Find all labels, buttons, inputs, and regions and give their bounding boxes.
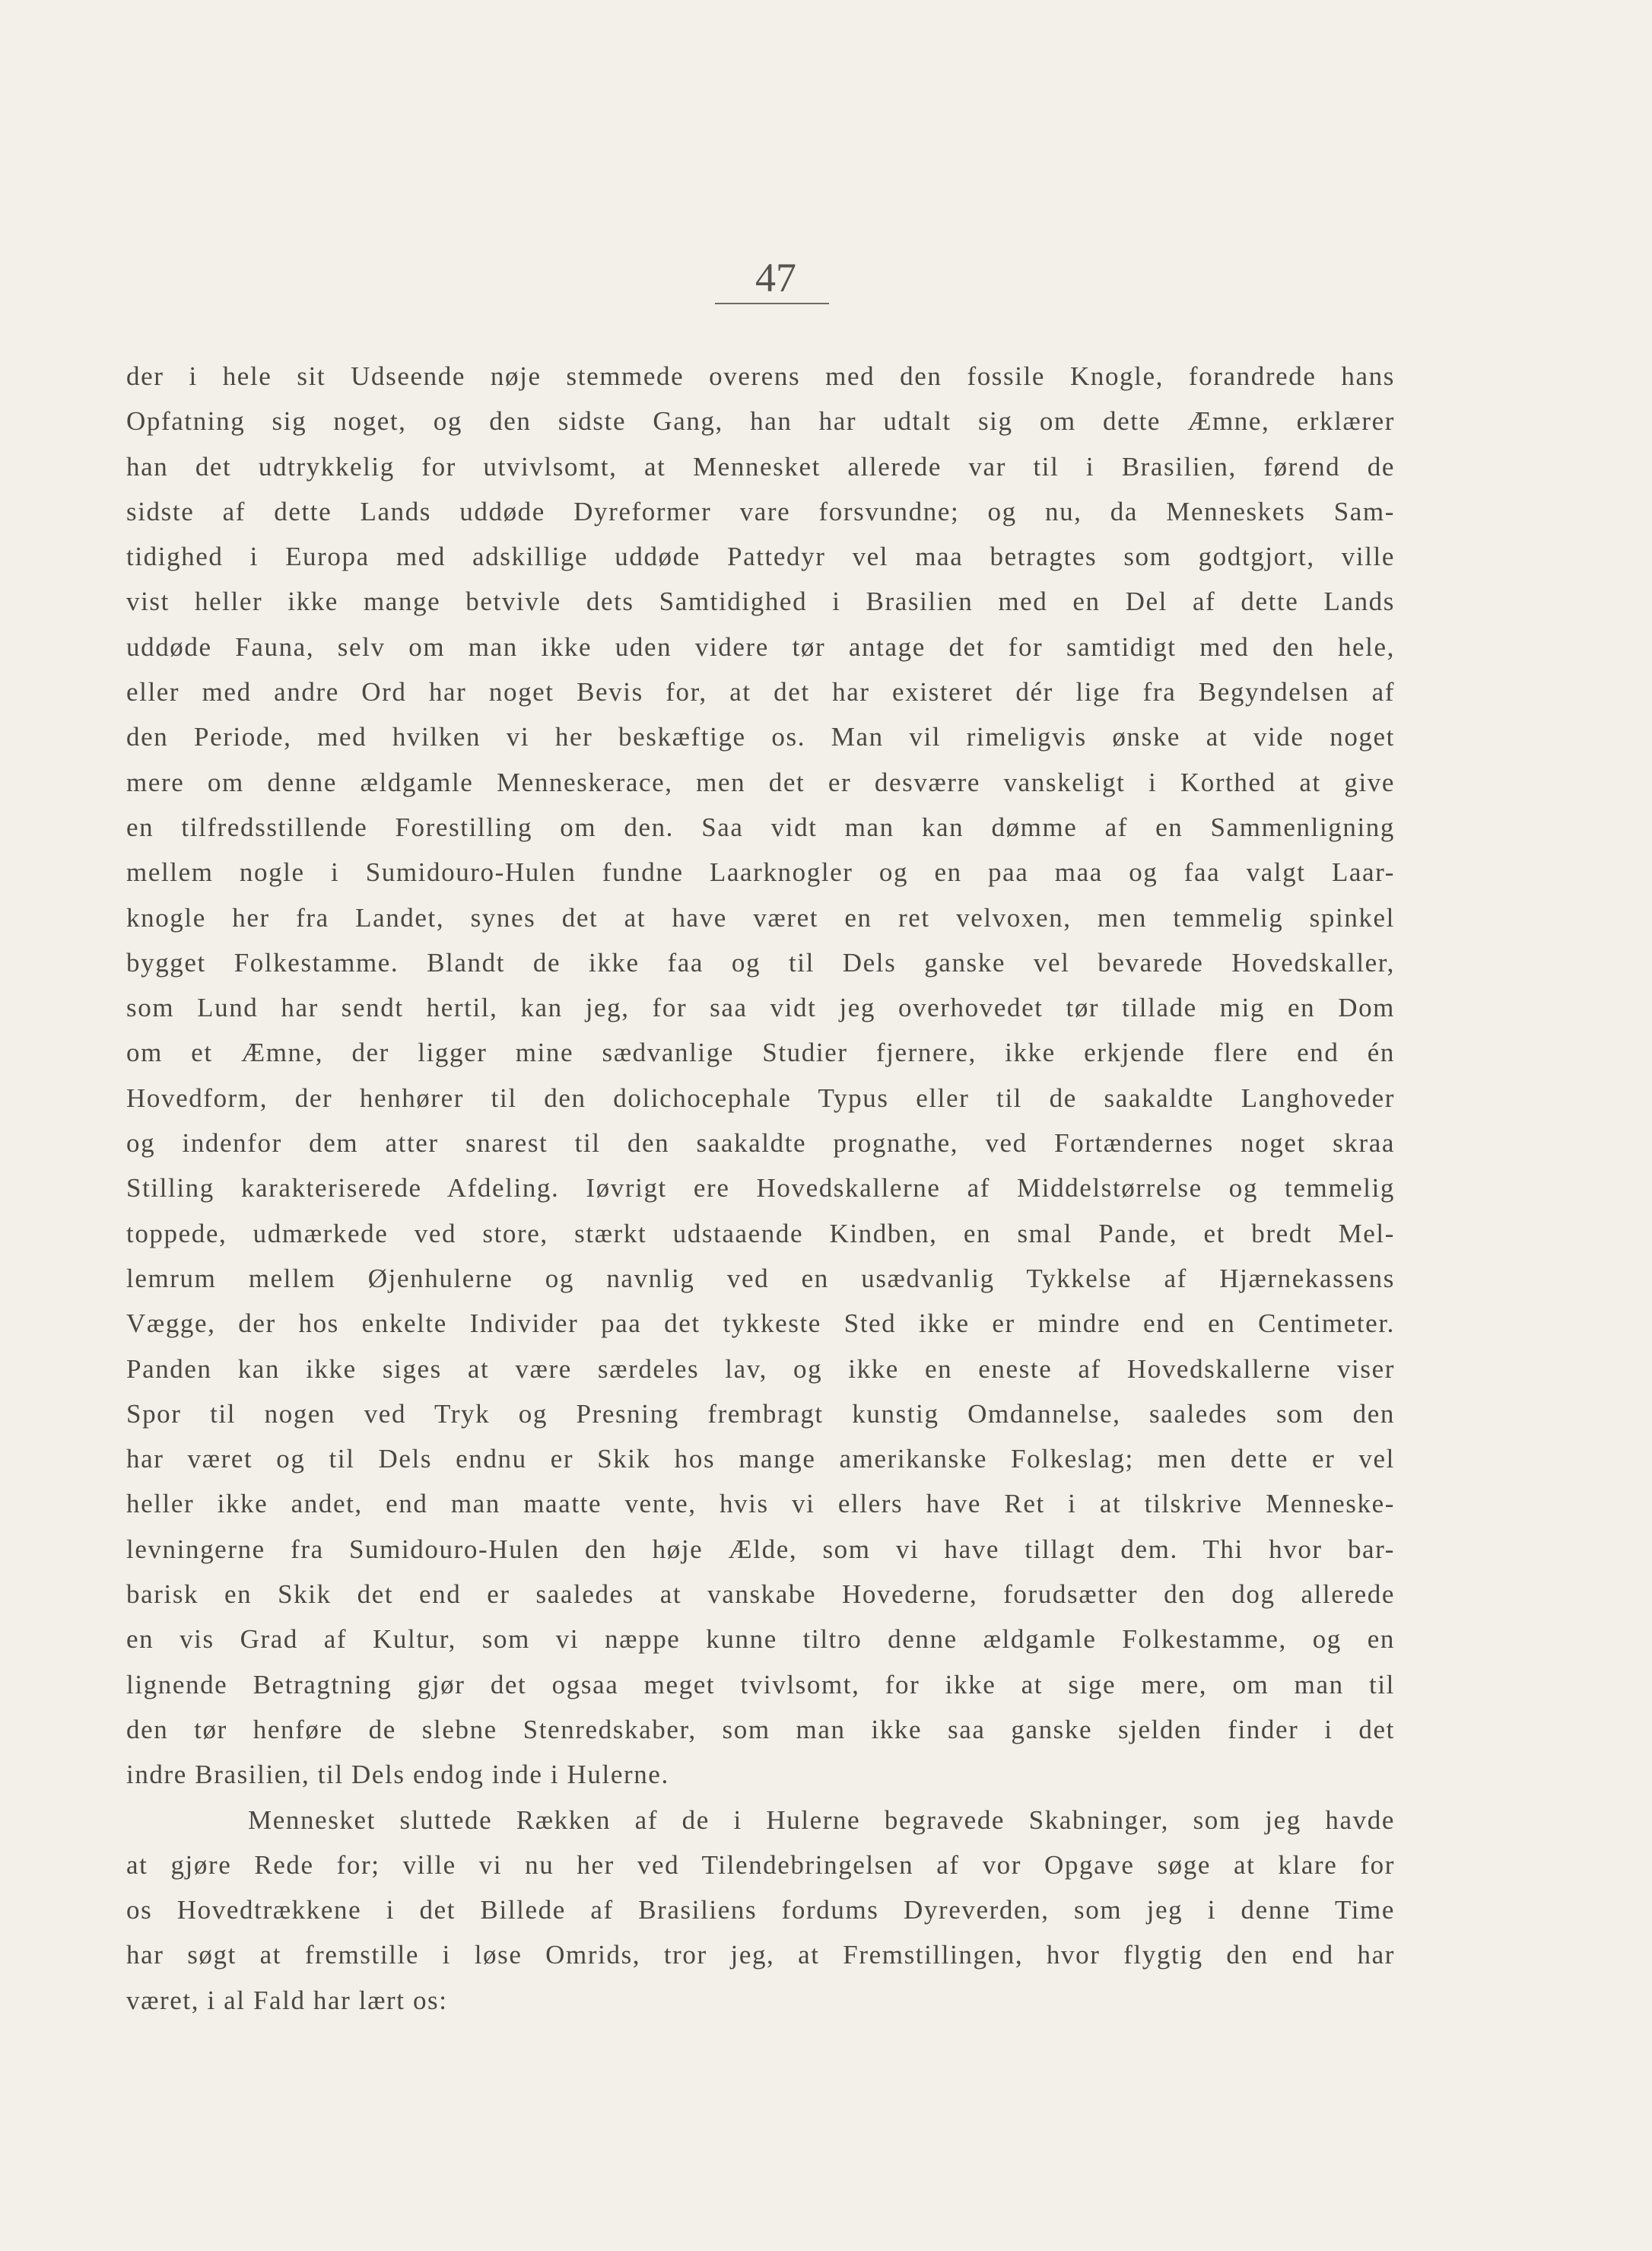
- text-line: en vis Grad af Kultur, som vi næppe kunne tiltro denne ældgamle Folkestamme, og en: [126, 1624, 1395, 1655]
- text-line: sidste af dette Lands uddøde Dyreformer vare forsvundne; og nu, da Menneskets Sam-: [126, 496, 1395, 526]
- text-line: mellem nogle i Sumidouro-Hulen fundne Laarknogler og en paa maa og faa valgt Laar-: [126, 857, 1395, 888]
- text-line: toppede, udmærkede ved store, stærkt udstaaende Kindben, en smal Pande, et bredt Mel-: [126, 1218, 1395, 1248]
- body-text: [126, 354, 1395, 2023]
- text-line: der i hele sit Udseende nøje stemmede overens med den fossile Knogle, forandrede hans: [126, 361, 1395, 391]
- text-line: om et Æmne, der ligger mine sædvanlige Studier fjernere, ikke erkjende flere end én: [126, 1038, 1395, 1068]
- text-line: og indenfor dem atter snarest til den saakaldte prognathe, ved Fortændernes noget skraa: [126, 1128, 1395, 1159]
- text-line: os Hovedtrækkene i det Billede af Brasiliens fordums Dyreverden, som jeg i denne Time: [126, 1895, 1395, 1925]
- text-line: lignende Betragtning gjør det ogsaa meget tvivlsomt, for ikke at sige mere, om man til: [126, 1669, 1395, 1699]
- text-line: været, i al Fald har lært os:: [126, 1985, 448, 2015]
- page-number-rule: [715, 303, 829, 304]
- text-line: som Lund har sendt hertil, kan jeg, for saa vidt jeg overhovedet tør tillade mig en Dom: [126, 993, 1395, 1023]
- text-line: Opfatning sig noget, og den sidste Gang, han har udtalt sig om dette Æmne, erklærer: [126, 406, 1395, 437]
- text-line: har søgt at fremstille i løse Omrids, tror jeg, at Fremstillingen, hvor flygtig den end har: [126, 1940, 1395, 1970]
- text-line: Mennesket sluttede Rækken af de i Hulerne begravede Skabninger, som jeg havde: [248, 1804, 1395, 1835]
- text-line: den Periode, med hvilken vi her beskæftige os. Man vil rimeligvis ønske at vide noget: [126, 722, 1395, 752]
- text-line: lemrum mellem Øjenhulerne og navnlig ved en usædvanlig Tykkelse af Hjærnekassens: [126, 1263, 1395, 1293]
- text-line: Stilling karakteriserede Afdeling. Iøvrigt ere Hovedskallerne af Middelstørrelse og temmelig: [126, 1173, 1395, 1203]
- page-number: 47: [755, 255, 796, 300]
- text-line: uddøde Fauna, selv om man ikke uden videre tør antage det for samtidigt med den hele,: [126, 631, 1395, 662]
- text-line: en tilfredsstillende Forestilling om den. Saa vidt man kan dømme af en Sammenligning: [126, 812, 1395, 842]
- text-line: Hovedform, der henhører til den dolichocephale Typus eller til de saakaldte Langhoveder: [126, 1083, 1395, 1113]
- text-line: eller med andre Ord har noget Bevis for, at det har existeret dér lige fra Begyndelsen af: [126, 677, 1395, 707]
- text-line: har været og til Dels endnu er Skik hos mange amerikanske Folkeslag; men dette er vel: [126, 1444, 1395, 1474]
- text-line: indre Brasilien, til Dels endog inde i Hulerne.: [126, 1760, 669, 1790]
- text-line: heller ikke andet, end man maatte vente, hvis vi ellers have Ret i at tilskrive Menneske-: [126, 1489, 1395, 1519]
- text-line: han det udtrykkelig for utvivlsomt, at Mennesket allerede var til i Brasilien, førend de: [126, 451, 1395, 482]
- text-line: vist heller ikke mange betvivle dets Samtidighed i Brasilien med en Del af dette Lands: [126, 587, 1395, 617]
- text-line: knogle her fra Landet, synes det at have været en ret velvoxen, men temmelig spinkel: [126, 902, 1395, 933]
- text-line: barisk en Skik det end er saaledes at vanskabe Hovederne, forudsætter den dog allerede: [126, 1579, 1395, 1610]
- text-line: mere om denne ældgamle Menneskerace, men det er desværre vanskeligt i Korthed at give: [126, 767, 1395, 797]
- text-line: levningerne fra Sumidouro-Hulen den høje Ælde, som vi have tillagt dem. Thi hvor bar-: [126, 1534, 1395, 1564]
- text-line: at gjøre Rede for; ville vi nu her ved Tilendebringelsen af vor Opgave søge at klare for: [126, 1849, 1395, 1880]
- text-line: Vægge, der hos enkelte Individer paa det tykkeste Sted ikke er mindre end en Centimeter.: [126, 1308, 1395, 1339]
- text-line: Spor til nogen ved Tryk og Presning frembragt kunstig Omdannelse, saaledes som den: [126, 1398, 1395, 1429]
- text-line: Panden kan ikke siges at være særdeles lav, og ikke en eneste af Hovedskallerne viser: [126, 1353, 1395, 1384]
- text-line: tidighed i Europa med adskillige uddøde Pattedyr vel maa betragtes som godtgjort, ville: [126, 542, 1395, 572]
- text-line: bygget Folkestamme. Blandt de ikke faa og til Dels ganske vel bevarede Hovedskaller,: [126, 947, 1395, 978]
- text-line: den tør henføre de slebne Stenredskaber, som man ikke saa ganske sjelden finder i det: [126, 1714, 1395, 1744]
